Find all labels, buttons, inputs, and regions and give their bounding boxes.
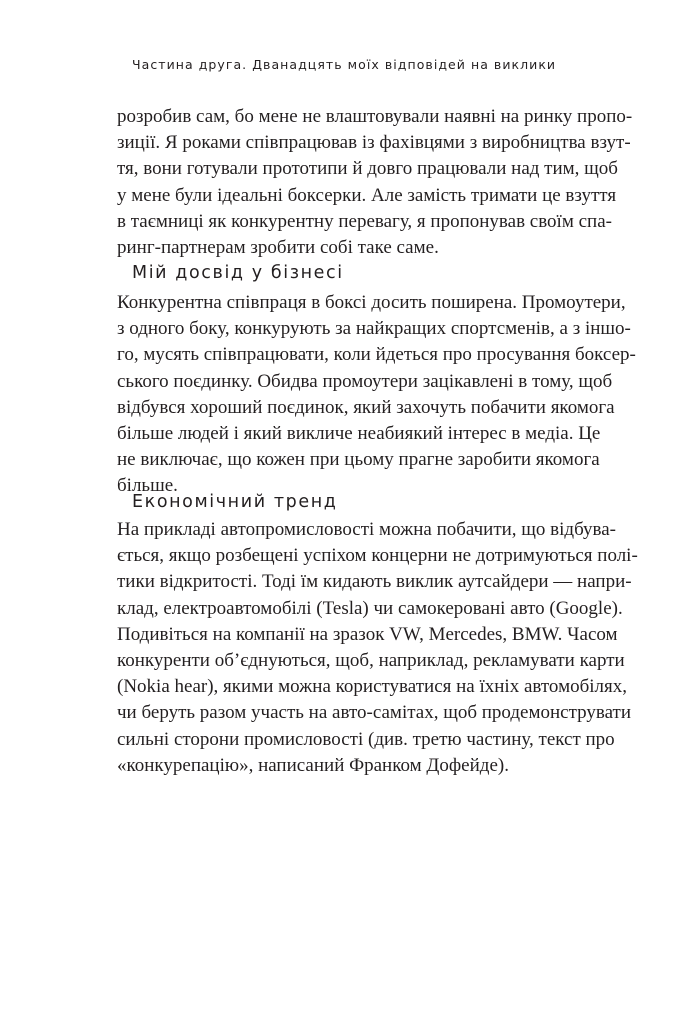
text-line: більше людей і який викличе неабиякий інтерес в медіа. Це: [117, 423, 601, 445]
section-heading-economic-trend: Економічний тренд: [132, 492, 338, 512]
text-line: не виключає, що кожен при цьому прагне заробити якомога: [117, 449, 600, 471]
text-line: Конкурентна співпраця в боксі досить поширена. Промоутери,: [117, 292, 626, 313]
text-line: сильні сторони промисловості (див. третю частину, текст про: [117, 728, 615, 750]
paragraph-business-experience: [117, 290, 636, 500]
text-line: зиції. Я роками співпрацював із фахівцями з виробництва взут-: [117, 132, 631, 154]
text-line: ється, якщо розбещені успіхом концерни не дотримуються полі-: [117, 545, 638, 567]
paragraph-economic-trend: [117, 517, 638, 779]
paragraph-continued: [117, 104, 633, 261]
text-line: конкуренти об’єднуються, щоб, наприклад, рекламувати карти: [117, 650, 625, 672]
text-line: На прикладі автопромисловості можна побачити, що відбува-: [117, 519, 617, 540]
text-line: клад, електроавтомобілі (Tesla) чи самокеровані авто (Google).: [117, 597, 623, 619]
text-line: тики відкритості. Тоді їм кидають виклик аутсайдери — напри-: [117, 571, 632, 593]
text-line: відбувся хороший поєдинок, який захочуть побачити якомога: [117, 396, 615, 418]
text-line: в таємниці як конкурентну перевагу, я пропонував своїм спа-: [117, 210, 612, 232]
text-line: ринг-партнерам зробити собі таке саме.: [117, 237, 439, 259]
text-line: ського поєдинку. Обидва промоутери зацікавлені в тому, щоб: [117, 370, 613, 392]
text-line: з одного боку, конкурують за найкращих спортсменів, а з іншо-: [117, 318, 631, 340]
text-line: го, мусять співпрацювати, коли йдеться про просування боксер-: [117, 344, 636, 366]
text-line: у мене були ідеальні боксерки. Але замість тримати це взуття: [117, 184, 617, 206]
text-line: більше.: [117, 475, 178, 497]
text-line: розробив сам, бо мене не влаштовували наявні на ринку пропо-: [117, 106, 633, 127]
text-line: «конкурепацію», написаний Франком Дофейде).: [117, 754, 509, 776]
text-line: (Nokia hear), якими можна користуватися на їхніх автомобілях,: [117, 676, 628, 698]
text-line: тя, вони готували прототипи й довго працювали над тим, щоб: [117, 158, 618, 180]
running-head: Частина друга. Дванадцять моїх відповідей на виклики: [132, 57, 557, 72]
text-line: чи беруть разом участь на авто-самітах, щоб продемонструвати: [117, 702, 632, 724]
section-heading-business-experience: Мій досвід у бізнесі: [132, 263, 344, 283]
text-line: Подивіться на компанії на зразок VW, Mercedes, BMW. Часом: [117, 623, 618, 645]
